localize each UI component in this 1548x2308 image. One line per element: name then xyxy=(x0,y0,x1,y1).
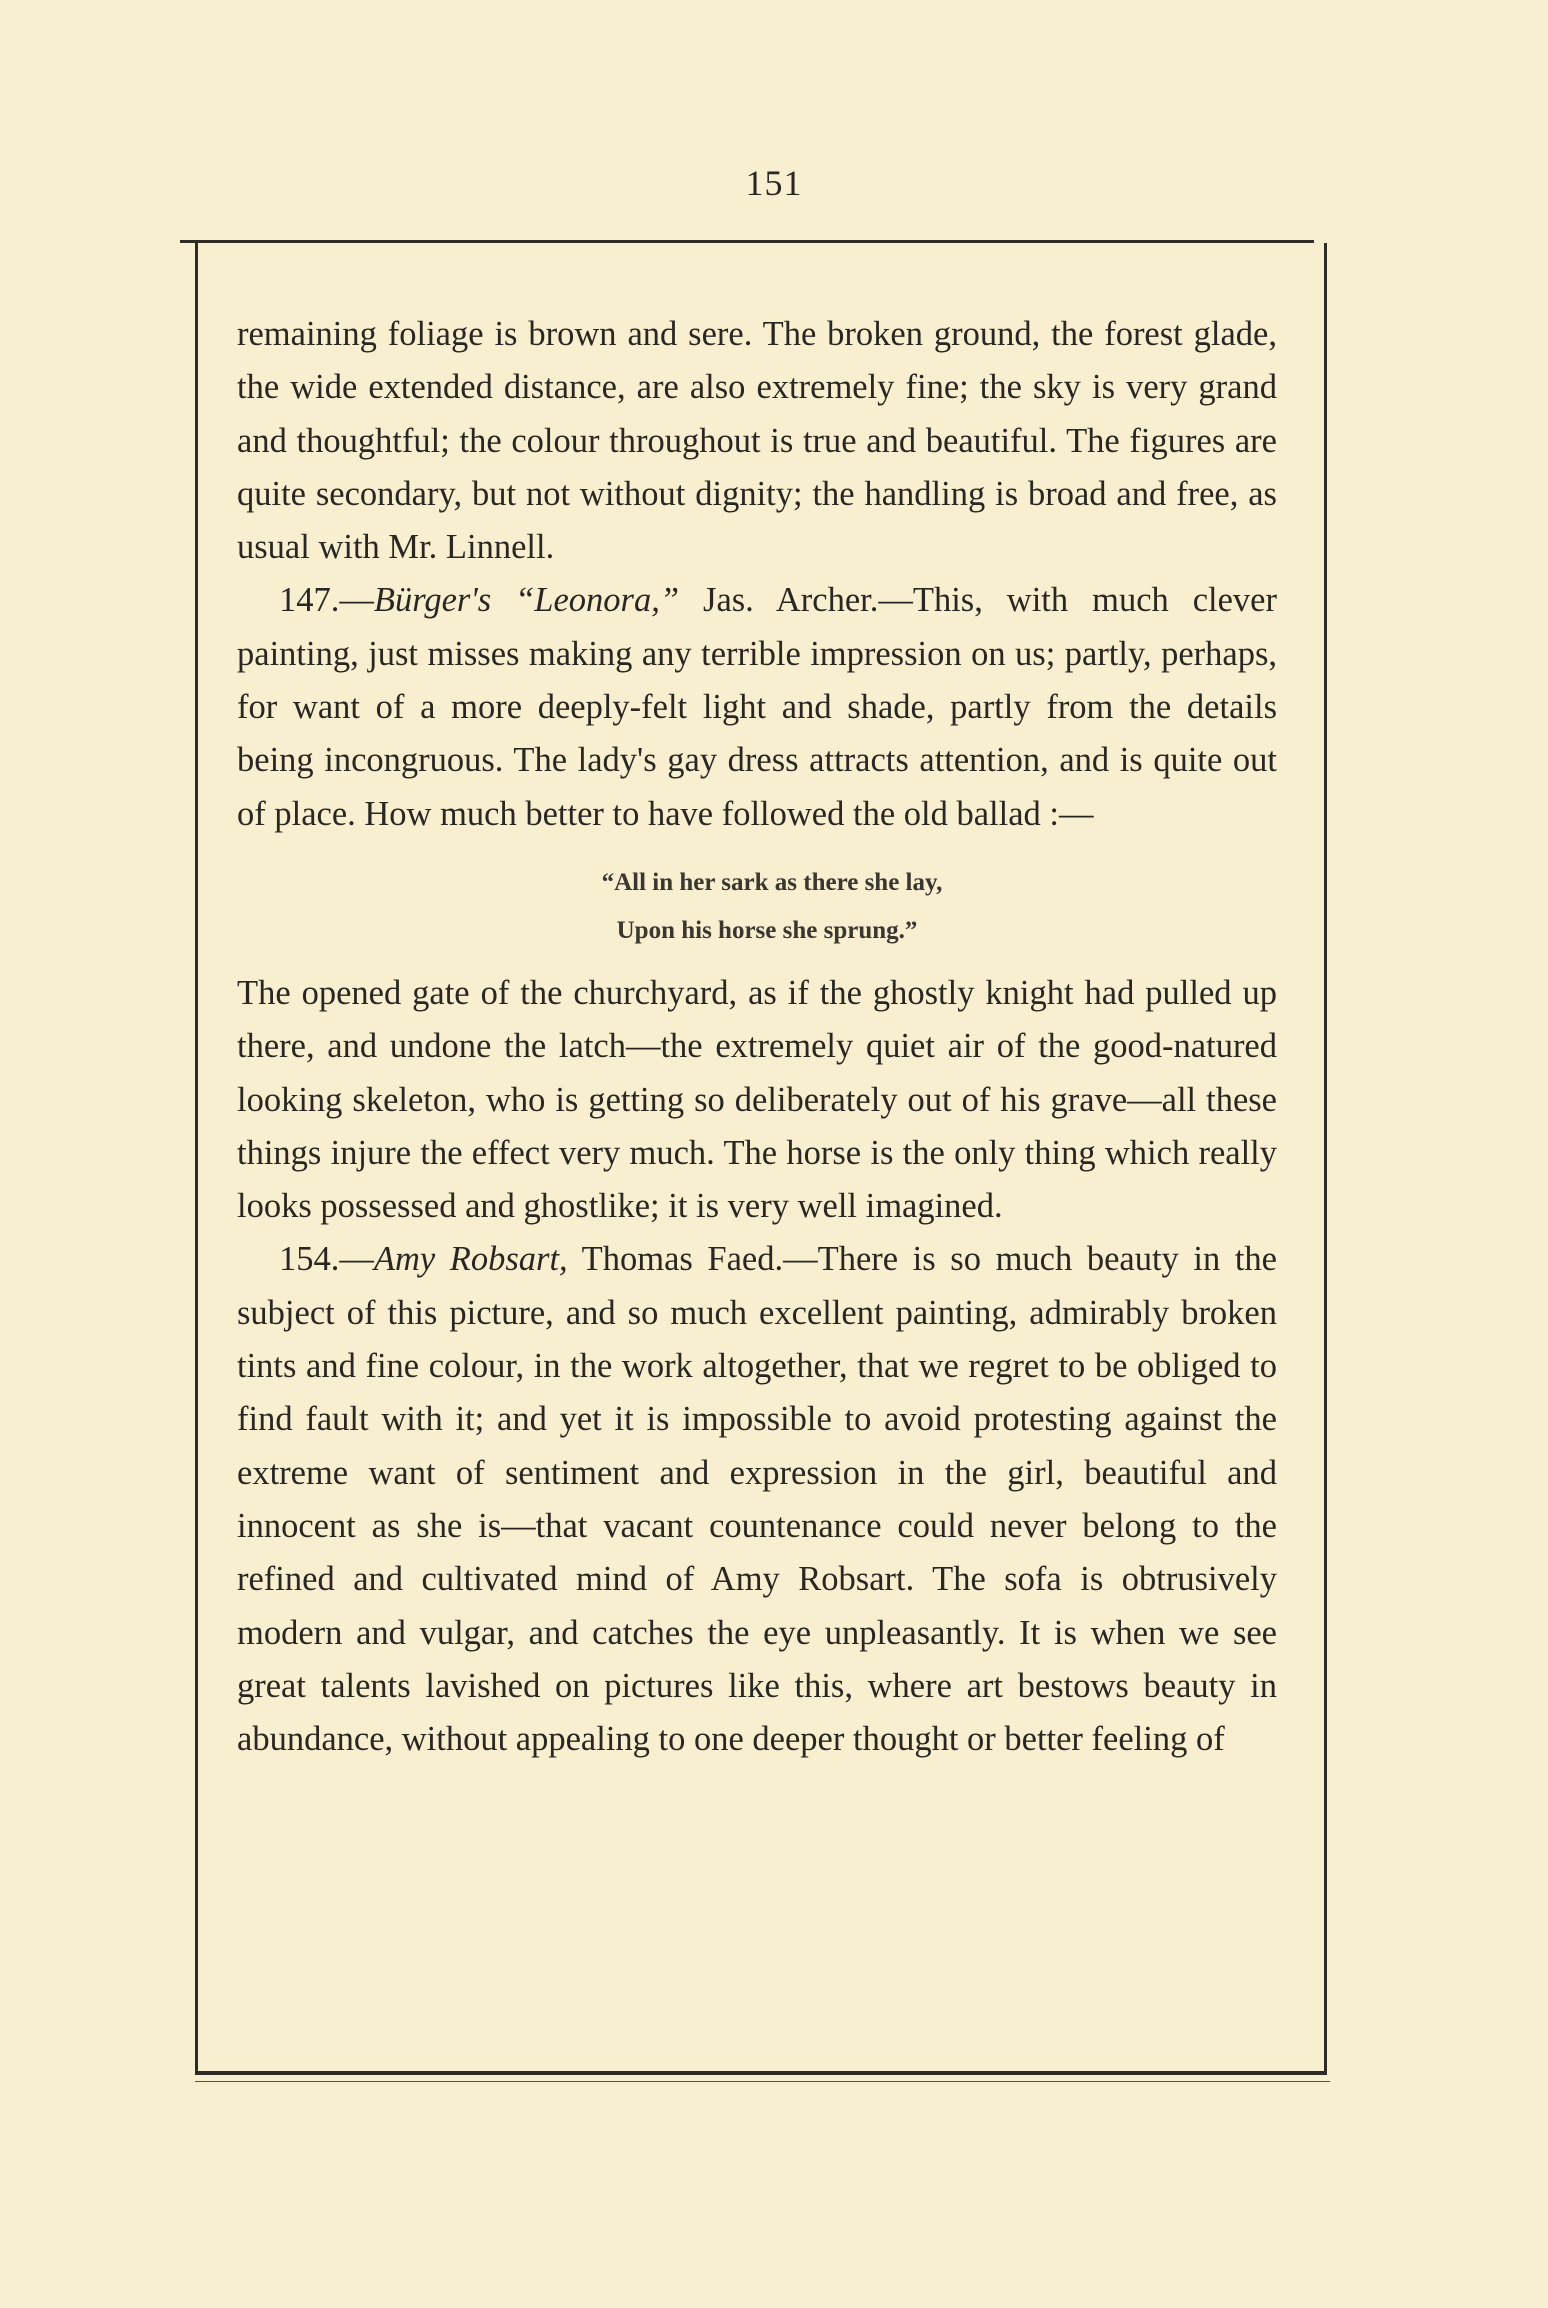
entry-text-147: Jas. Archer.—This, with much clever painting, just misses making any terrible impression on us; partly, perhaps, for want of a more deeply-felt light and shade, partly from the details being incongruous. The lady's gay dress attracts attention, and is quite out of place. How much better to have followed the old ballad :— xyxy=(237,581,1277,833)
entry-number-154: 154.— xyxy=(279,1240,374,1279)
ballad-line-2: Upon his horse she sprung.” xyxy=(616,916,918,944)
paragraph-after-quote: The opened gate of the churchyard, as if the ghostly knight had pulled up there, and undone the latch—the extremely quiet air of the good-natured looking skeleton, who is getting so deliberately out of his grave—all these things injure the effect very much. The horse is the only thing which really looks possessed and ghostlike; it is very well imagined. xyxy=(237,973,1277,1226)
entry-number-147: 147.— xyxy=(279,581,374,620)
page-number: 151 xyxy=(745,163,803,203)
entry-title-147-b: “Leonora,” xyxy=(491,581,680,620)
paragraph-continuation: remaining foliage is brown and sere. The broken ground, the forest glade, the wide extended distance, are also extremely fine; the sky is very grand and thoughtful; the colour throughout is true and beautiful. The figures are quite secondary, but not without dignity; the handling is broad and free, as usual with Mr. Linnell. xyxy=(237,315,1277,567)
paragraph-147 xyxy=(237,574,1277,840)
bottom-rule xyxy=(195,2081,1330,2082)
entry-title-147-a: Bürger's xyxy=(373,581,492,620)
entry-text-154: Thomas Faed.—There is so much beauty in the subject of this picture, and so much excellent painting, admirably broken tints and fine colour, in the work altogether, that we regret to be obliged to find fault with it; and yet it is impossible to avoid protesting against the extreme want of sentiment and expression in the girl, beautiful and innocent as she is—that vacant countenance could never belong to the refined and cultivated mind of Amy Robsart. The sofa is obtrusively modern and vulgar, and catches the eye unpleasantly. It is when we see great talents lavished on pictures like this, where art bestows beauty in abundance, without appealing to one deeper thought or better feeling of xyxy=(237,1240,1277,1759)
ballad-line-1: “All in her sark as there she lay, xyxy=(601,868,943,896)
body-text xyxy=(237,308,1277,1766)
paragraph-154 xyxy=(237,1233,1277,1766)
entry-title-154: Amy Robsart, xyxy=(373,1240,568,1279)
ballad-quote xyxy=(237,859,1277,955)
